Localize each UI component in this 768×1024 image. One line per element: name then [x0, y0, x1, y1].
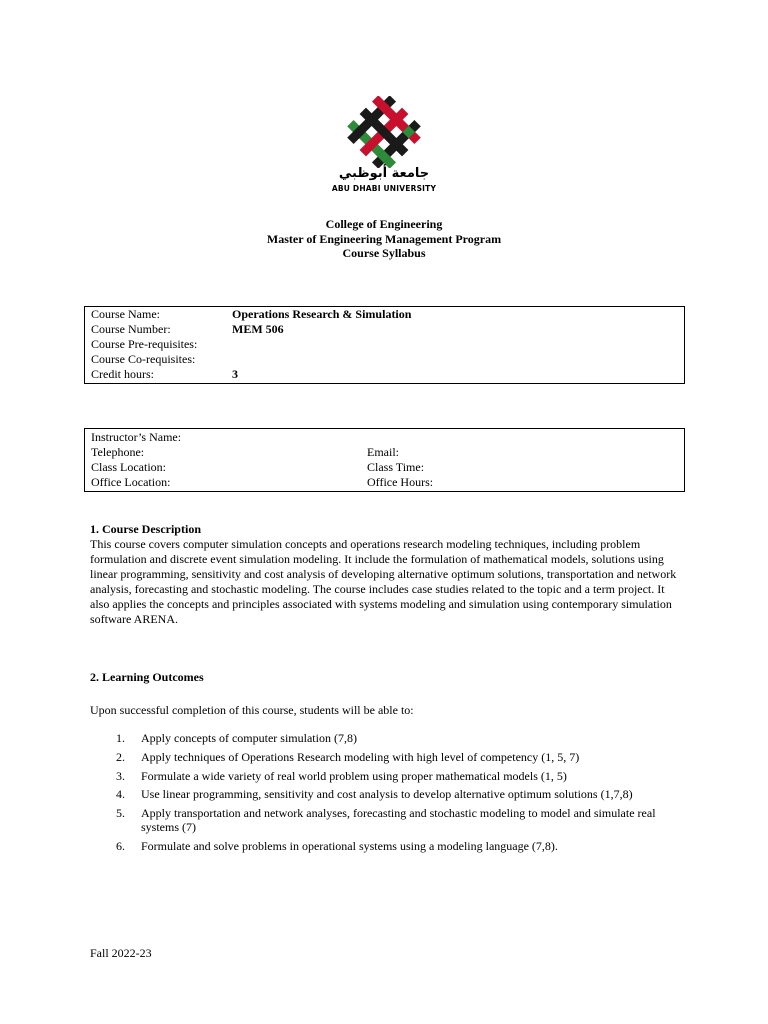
list-item-text: Formulate a wide variety of real world problem using proper mathematical models (1, 5) [141, 768, 567, 783]
credit-hours-label: Credit hours: [91, 367, 154, 381]
learning-outcomes-list [116, 731, 686, 858]
document-header [0, 217, 768, 261]
course-prereq-row [91, 337, 197, 352]
credit-hours-value: 3 [232, 367, 238, 381]
telephone-row [91, 445, 399, 460]
list-item-number: 2. [116, 749, 125, 764]
course-coreq-row [91, 352, 195, 367]
course-name-label: Course Name: [91, 307, 160, 321]
list-item-number: 4. [116, 787, 125, 802]
list-item [116, 787, 686, 801]
logo-emblem-icon [330, 96, 438, 168]
list-item-text: Apply concepts of computer simulation (7,8) [141, 731, 357, 745]
list-item [116, 731, 686, 745]
email-label: Email: [367, 445, 399, 459]
term-footer: Fall 2022-23 [90, 946, 152, 960]
course-description-heading: 1. Course Description [90, 522, 201, 536]
list-item-text: Formulate and solve problems in operational systems using a modeling language (7,8). [141, 838, 558, 853]
office-hours-label: Office Hours: [367, 475, 434, 489]
instructor-name-row [91, 430, 181, 445]
course-name-row [91, 307, 412, 322]
course-number-value: MEM 506 [232, 322, 284, 336]
program-name: Master of Engineering Management Program [266, 231, 502, 246]
course-number-row [91, 322, 284, 337]
class-time-label: Class Time: [367, 460, 425, 474]
list-item-text: Apply techniques of Operations Research modeling with high level of competency (1, 5, 7) [141, 749, 580, 764]
course-number-label: Course Number: [91, 322, 171, 336]
credit-hours-row [91, 367, 238, 382]
course-coreq-label: Course Co-requisites: [91, 352, 196, 366]
list-item-number: 3. [116, 768, 125, 783]
learning-outcomes-intro: Upon successful completion of this course, students will be able to: [90, 703, 414, 717]
list-item-number: 5. [116, 806, 125, 821]
office-location-row [91, 475, 434, 490]
class-location-row [91, 460, 425, 475]
list-item-text: Use linear programming, sensitivity and cost analysis to develop alternative optimum solutions (1,7,8) [141, 787, 633, 802]
class-location-label: Class Location: [91, 460, 166, 474]
logo-arabic-text: جامعة أبوظبي [338, 166, 430, 181]
logo-english-text: ABU DHABI UNIVERSITY [331, 184, 437, 193]
course-prereq-label: Course Pre-requisites: [91, 337, 198, 351]
document-type: Course Syllabus [342, 246, 426, 260]
course-info-table [84, 306, 685, 384]
instructor-info-table [84, 428, 685, 492]
list-item [116, 750, 686, 764]
list-item [116, 839, 686, 853]
instructor-name-label: Instructor’s Name: [91, 430, 182, 444]
course-description-text: This course covers computer simulation concepts and operations research modeling techniques, including problem formulation and discrete event simulation modeling. It include the formulation of mathematical models, solutions using linear programming, sensitivity and cost analysis of developing alternative optimum solutions, transportation and network analysis, forecasting and stochastic modeling. The course includes case studies related to the topic and a term project. It also applies the concepts and principles associated with systems modeling and simulation using contemporary simulation software ARENA. [90, 537, 677, 626]
office-location-label: Office Location: [91, 475, 171, 489]
list-item [116, 806, 686, 834]
university-logo [330, 96, 438, 200]
college-name: College of Engineering [325, 217, 443, 231]
list-item-text: Apply transportation and network analyses, forecasting and stochastic modeling to model and simulate real systems (7) [141, 806, 656, 835]
list-item-number: 1. [116, 731, 125, 745]
learning-outcomes-heading: 2. Learning Outcomes [90, 670, 204, 684]
list-item [116, 769, 686, 783]
course-name-value: Operations Research & Simulation [232, 307, 412, 321]
telephone-label: Telephone: [91, 445, 145, 459]
list-item-number: 6. [116, 838, 125, 853]
